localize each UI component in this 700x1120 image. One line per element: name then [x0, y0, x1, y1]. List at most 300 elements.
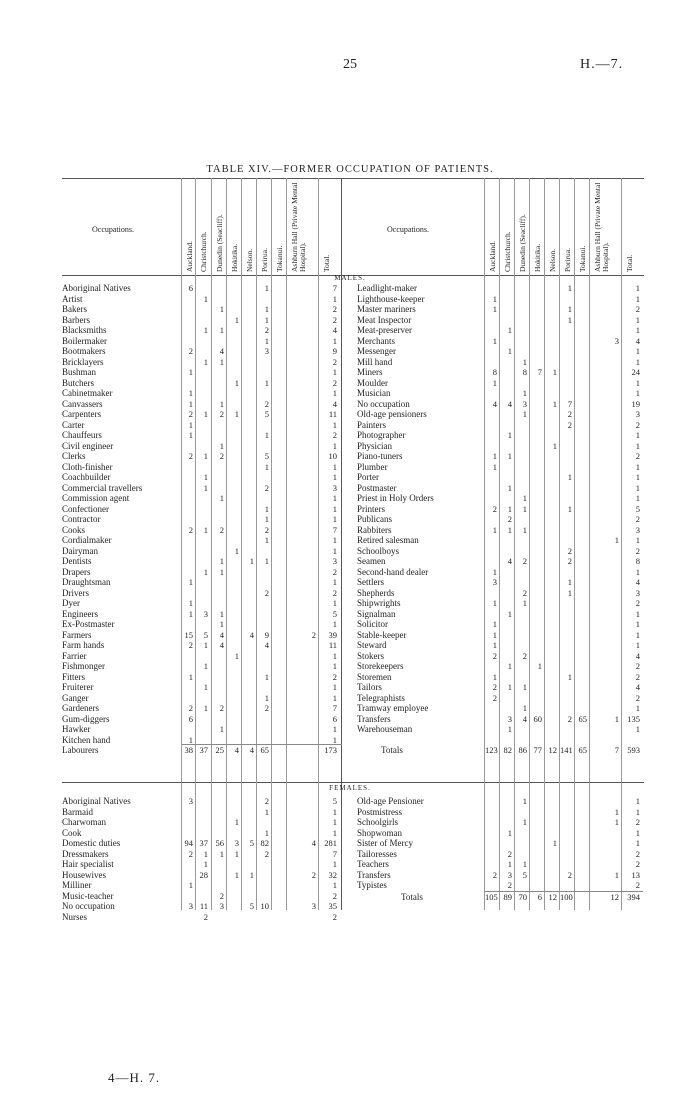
table-cell: 4: [332, 398, 337, 409]
table-cell: 1: [507, 346, 512, 356]
table-cell: 10: [328, 451, 337, 461]
table-cell: 2: [635, 880, 640, 890]
table-cell: 1: [507, 608, 512, 619]
table-cell: 1: [219, 398, 224, 409]
table-cell: 8: [522, 367, 527, 377]
table-cell: 2: [567, 556, 572, 566]
table-cell: 35: [328, 901, 337, 911]
occupation-label: Bakers: [62, 304, 87, 314]
table-cell: 1: [203, 859, 208, 869]
occupation-label: Teachers: [357, 859, 389, 869]
occupation-label: Bricklayers: [62, 356, 104, 367]
occupation-label: No occupation: [357, 398, 410, 409]
occupation-label: Solicitor: [357, 619, 388, 629]
table-cell: 1: [188, 598, 193, 608]
column-divider: [484, 178, 485, 910]
occupation-label: Priest in Holy Orders: [357, 493, 434, 503]
table-cell: 24: [631, 367, 640, 377]
totals-cell: 65: [578, 745, 587, 755]
table-cell: 1: [188, 430, 193, 440]
occupation-label: Clerks: [62, 451, 86, 461]
table-cell: 1: [507, 661, 512, 671]
occupation-label: Butchers: [62, 377, 94, 388]
table-cell: 2: [332, 314, 337, 325]
table-cell: 2: [264, 398, 269, 409]
occupation-label: Engineers: [62, 608, 98, 619]
column-header: Hokitika.: [533, 243, 542, 272]
column-divider: [271, 178, 272, 910]
table-cell: 1: [234, 650, 239, 661]
table-cell: 2: [188, 524, 193, 535]
table-cell: 1: [203, 293, 208, 304]
table-cell: 32: [328, 869, 337, 880]
totals-label: Totals: [381, 745, 403, 755]
totals-cell: 12: [548, 745, 557, 755]
table-cell: 11: [328, 640, 337, 650]
totals-cell: 123: [485, 745, 498, 755]
table-cell: 10: [260, 901, 269, 911]
occupation-label: Artist: [62, 293, 83, 304]
table-cell: 4: [264, 640, 269, 650]
totals-cell: 100: [560, 891, 573, 902]
table-cell: 1: [635, 346, 640, 356]
table-cell: 1: [552, 440, 557, 451]
table-cell: 4: [234, 745, 239, 755]
table-cell: 1: [203, 848, 208, 859]
table-cell: 4: [507, 398, 512, 409]
occupation-label: Leadlight-maker: [357, 283, 417, 293]
table-cell: 4: [249, 745, 254, 755]
table-cell: 4: [507, 556, 512, 566]
occupation-label: Second-hand dealer: [357, 566, 429, 577]
table-cell: 2: [635, 817, 640, 827]
table-cell: 1: [332, 577, 337, 587]
table-cell: 1: [188, 608, 193, 619]
document-reference: H.—7.: [580, 57, 624, 72]
table-cell: 2: [264, 524, 269, 535]
column-header: Christchurch.: [199, 231, 208, 272]
table-cell: 2: [332, 430, 337, 440]
table-cell: 3: [492, 577, 497, 587]
occupation-label: Miners: [357, 367, 383, 377]
table-cell: 2: [264, 587, 269, 598]
table-cell: 2: [332, 911, 337, 922]
table-cell: 1: [264, 503, 269, 514]
occupation-label: Old-age Pensioner: [357, 796, 424, 806]
occupation-label: Canvassers: [62, 398, 103, 409]
table-cell: 2: [635, 419, 640, 430]
column-divider: [241, 178, 242, 910]
table-cell: 281: [324, 838, 337, 848]
table-cell: 1: [522, 493, 527, 503]
table-cell: 1: [507, 827, 512, 838]
table-cell: 1: [188, 577, 193, 587]
table-cell: 2: [492, 503, 497, 514]
table-cell: 1: [567, 587, 572, 598]
column-divider: [195, 178, 196, 910]
table-cell: 1: [332, 827, 337, 838]
column-header: Total.: [625, 254, 634, 272]
occupation-label: Blacksmiths: [62, 325, 107, 335]
table-cell: 2: [567, 419, 572, 430]
occupation-label: Dressmakers: [62, 848, 109, 859]
occupation-label: Stable-keeper: [357, 629, 407, 640]
table-cell: 1: [537, 661, 542, 671]
table-cell: 82: [260, 838, 269, 848]
table-cell: 5: [264, 451, 269, 461]
occupation-label: Retired salesman: [357, 535, 419, 545]
table-cell: 1: [635, 608, 640, 619]
table-cell: 1: [614, 806, 619, 817]
table-cell: 1: [522, 388, 527, 398]
occupation-label: Seamen: [357, 556, 386, 566]
table-cell: 1: [332, 440, 337, 451]
occupation-label: Farrier: [62, 650, 87, 661]
table-rule: [62, 178, 644, 179]
occupation-label: Drapers: [62, 566, 91, 577]
table-cell: 4: [249, 629, 254, 640]
occupation-label: Civil engineer: [62, 440, 114, 451]
table-cell: 1: [567, 671, 572, 682]
column-divider: [286, 178, 287, 910]
column-header: Dunedin (Seacliff).: [215, 214, 224, 272]
column-header: Dunedin (Seacliff).: [518, 214, 527, 272]
table-cell: 1: [219, 356, 224, 367]
occupation-label: Housewives: [62, 869, 106, 880]
table-cell: 7: [332, 283, 337, 293]
table-cell: 1: [635, 430, 640, 440]
table-cell: 1: [522, 524, 527, 535]
table-cell: 1: [219, 325, 224, 335]
table-cell: 3: [311, 901, 316, 911]
occupation-label: Contractor: [62, 514, 101, 524]
table-cell: 2: [311, 869, 316, 880]
table-cell: 1: [492, 629, 497, 640]
table-cell: 1: [635, 482, 640, 493]
table-cell: 4: [635, 335, 640, 346]
occupation-label: Carpenters: [62, 409, 101, 419]
table-cell: 1: [203, 703, 208, 713]
table-cell: 1: [332, 650, 337, 661]
table-cell: 1: [522, 598, 527, 608]
table-cell: 2: [492, 650, 497, 661]
occupation-label: Musician: [357, 388, 391, 398]
table-cell: 5: [332, 796, 337, 806]
table-cell: 1: [332, 493, 337, 503]
occupation-label: Sister of Mercy: [357, 838, 413, 848]
occupation-label: Barbers: [62, 314, 90, 325]
table-cell: 2: [219, 451, 224, 461]
table-cell: 1: [264, 283, 269, 293]
table-cell: 1: [522, 703, 527, 713]
table-cell: 3: [635, 524, 640, 535]
table-cell: 1: [203, 472, 208, 482]
occupation-label: Warehouseman: [357, 724, 413, 734]
table-cell: 1: [332, 503, 337, 514]
table-cell: 1: [332, 535, 337, 545]
occupation-label: Tramway employee: [357, 703, 429, 713]
table-cell: 7: [332, 703, 337, 713]
occupation-label: Shipwrights: [357, 598, 401, 608]
column-header: Christchurch.: [503, 231, 512, 272]
occupation-label: Merchants: [357, 335, 395, 346]
table-cell: 1: [552, 398, 557, 409]
table-cell: 1: [264, 806, 269, 817]
table-cell: 4: [219, 629, 224, 640]
table-cell: 56: [215, 838, 224, 848]
column-header: Porirua.: [260, 248, 269, 272]
occupation-label: Farmers: [62, 629, 92, 640]
table-cell: 1: [332, 388, 337, 398]
occupation-label: Carter: [62, 419, 85, 430]
table-cell: 65: [260, 745, 269, 755]
occupation-label: Schoolboys: [357, 545, 400, 556]
table-cell: 1: [522, 859, 527, 869]
table-cell: 1: [567, 304, 572, 314]
table-cell: 1: [234, 869, 239, 880]
occupation-label: Ex-Postmaster: [62, 619, 115, 629]
occupation-label: Messenger: [357, 346, 396, 356]
occupation-label: No occupation: [62, 901, 115, 911]
table-cell: 7: [332, 848, 337, 859]
table-cell: 1: [332, 293, 337, 304]
table-cell: 1: [264, 671, 269, 682]
totals-cell: 70: [518, 891, 527, 902]
occupation-label: Barmaid: [62, 806, 93, 817]
table-cell: 1: [234, 314, 239, 325]
table-cell: 1: [614, 817, 619, 827]
table-cell: 2: [635, 692, 640, 703]
totals-cell: 141: [560, 745, 573, 755]
table-cell: 2: [264, 848, 269, 859]
table-cell: 1: [332, 461, 337, 472]
occupation-label: Gum-diggers: [62, 713, 110, 724]
table-cell: 1: [203, 640, 208, 650]
table-cell: 1: [188, 880, 193, 890]
table-cell: 2: [332, 356, 337, 367]
occupation-label: Master mariners: [357, 304, 416, 314]
table-cell: 1: [635, 325, 640, 335]
table-cell: 1: [264, 377, 269, 388]
table-cell: 2: [188, 451, 193, 461]
table-cell: 1: [332, 880, 337, 890]
table-cell: 3: [614, 335, 619, 346]
column-header: Total.: [322, 254, 331, 272]
table-cell: 1: [264, 535, 269, 545]
page-number: 25: [343, 57, 357, 72]
occupation-label: Fishmonger: [62, 661, 106, 671]
column-header: Porirua.: [563, 248, 572, 272]
section-heading-females: FEMALES.: [329, 784, 371, 792]
table-cell: 1: [635, 796, 640, 806]
table-cell: 1: [188, 388, 193, 398]
table-cell: 1: [507, 524, 512, 535]
table-cell: 1: [219, 440, 224, 451]
table-cell: 1: [219, 724, 224, 734]
table-cell: 2: [522, 587, 527, 598]
table-cell: 5: [522, 869, 527, 880]
table-cell: 1: [507, 451, 512, 461]
table-cell: 1: [507, 503, 512, 514]
table-cell: 1: [332, 859, 337, 869]
table-cell: 1: [264, 827, 269, 838]
occupation-label: Transfers: [357, 869, 391, 880]
table-cell: 2: [507, 514, 512, 524]
table-cell: 1: [264, 692, 269, 703]
table-cell: 5: [249, 901, 254, 911]
occupation-label: Cooks: [62, 524, 86, 535]
occupation-label: Charwoman: [62, 817, 106, 827]
table-cell: 1: [492, 304, 497, 314]
table-cell: 2: [219, 524, 224, 535]
table-cell: 1: [507, 859, 512, 869]
table-cell: 1: [203, 661, 208, 671]
occupation-label: Milliner: [62, 880, 92, 890]
table-cell: 5: [635, 503, 640, 514]
occupation-label: Hawker: [62, 724, 91, 734]
table-cell: 2: [219, 703, 224, 713]
table-cell: 1: [203, 451, 208, 461]
occupation-label: Coachbuilder: [62, 472, 111, 482]
table-cell: 1: [635, 640, 640, 650]
table-cell: 2: [492, 692, 497, 703]
table-cell: 173: [324, 745, 337, 755]
table-cell: 1: [203, 325, 208, 335]
occupation-label: Mill hand: [357, 356, 393, 367]
column-header: Nelson.: [245, 248, 254, 272]
table-cell: 1: [522, 796, 527, 806]
table-cell: 1: [522, 503, 527, 514]
occupations-heading-left: Occupations.: [92, 225, 134, 234]
totals-cell: 6: [537, 891, 542, 902]
table-cell: 1: [635, 283, 640, 293]
occupation-label: Aboriginal Natives: [62, 796, 131, 806]
totals-cell: 82: [503, 745, 512, 755]
table-cell: 1: [507, 682, 512, 692]
table-cell: 6: [188, 713, 193, 724]
occupation-label: Meat Inspector: [357, 314, 412, 325]
column-divider: [529, 178, 530, 910]
table-cell: 1: [635, 535, 640, 545]
table-cell: 2: [311, 629, 316, 640]
table-cell: 2: [332, 890, 337, 901]
table-cell: 3: [332, 482, 337, 493]
table-cell: 25: [215, 745, 224, 755]
table-cell: 1: [635, 472, 640, 482]
table-cell: 2: [567, 545, 572, 556]
occupation-label: Fruiterer: [62, 682, 94, 692]
table-cell: 1: [332, 734, 337, 745]
table-cell: 1: [522, 817, 527, 827]
table-cell: 13: [631, 869, 640, 880]
table-cell: 11: [328, 409, 337, 419]
table-cell: 1: [188, 419, 193, 430]
column-divider: [226, 178, 227, 910]
occupation-label: Signalman: [357, 608, 396, 619]
table-cell: 4: [332, 325, 337, 335]
column-header: Tokanui.: [275, 245, 284, 272]
occupation-label: Cloth-finisher: [62, 461, 113, 472]
table-cell: 2: [507, 848, 512, 859]
table-cell: 11: [199, 901, 208, 911]
table-cell: 4: [635, 650, 640, 661]
table-cell: 1: [635, 493, 640, 503]
table-cell: 1: [332, 419, 337, 430]
occupation-label: Stokers: [357, 650, 384, 661]
occupation-label: Bushman: [62, 367, 97, 377]
occupation-label: Hair specialist: [62, 859, 114, 869]
totals-cell: 7: [614, 745, 619, 755]
table-cell: 1: [188, 671, 193, 682]
table-cell: 37: [199, 838, 208, 848]
totals-cell: 593: [627, 745, 640, 755]
table-cell: 1: [332, 619, 337, 629]
table-cell: 1: [507, 724, 512, 734]
occupation-label: Photographer: [357, 430, 406, 440]
table-cell: 1: [332, 661, 337, 671]
table-cell: 1: [635, 629, 640, 640]
occupation-label: Painters: [357, 419, 386, 430]
table-cell: 2: [264, 325, 269, 335]
occupation-label: Commercial travellers: [62, 482, 143, 493]
section-heading-males: MALES.: [334, 274, 366, 282]
table-cell: 1: [203, 566, 208, 577]
table-cell: 9: [332, 346, 337, 356]
occupation-label: Confectioner: [62, 503, 109, 514]
table-cell: 1: [635, 293, 640, 304]
occupation-label: Old-age pensioners: [357, 409, 427, 419]
table-cell: 135: [627, 713, 640, 724]
table-cell: 1: [522, 682, 527, 692]
table-cell: 1: [332, 367, 337, 377]
table-cell: 2: [635, 451, 640, 461]
table-cell: 2: [567, 409, 572, 419]
table-cell: 2: [264, 796, 269, 806]
table-cell: 1: [492, 671, 497, 682]
table-cell: 1: [219, 848, 224, 859]
table-cell: 1: [332, 692, 337, 703]
column-header: Tokanui.: [578, 245, 587, 272]
column-divider: [499, 178, 500, 910]
table-cell: 4: [492, 398, 497, 409]
table-cell: 1: [492, 619, 497, 629]
table-rule: [62, 782, 644, 783]
table-cell: 3: [507, 713, 512, 724]
table-cell: 1: [492, 335, 497, 346]
occupation-label: Chauffeurs: [62, 430, 102, 440]
table-cell: 1: [332, 545, 337, 556]
table-cell: 1: [635, 838, 640, 848]
subtotal-rule: [182, 744, 342, 745]
table-cell: 4: [635, 577, 640, 587]
table-cell: 3: [522, 398, 527, 409]
table-cell: 2: [492, 682, 497, 692]
column-header: Auckland.: [488, 240, 497, 272]
table-cell: 4: [635, 682, 640, 692]
occupation-label: Shopwoman: [357, 827, 402, 838]
column-divider: [544, 178, 545, 910]
occupation-label: Labourers: [62, 745, 99, 755]
table-cell: 2: [188, 848, 193, 859]
occupation-label: Ganger: [62, 692, 89, 703]
occupation-label: Moulder: [357, 377, 388, 388]
column-header: Auckland.: [185, 240, 194, 272]
table-cell: 3: [635, 409, 640, 419]
totals-cell: 105: [485, 891, 498, 902]
table-cell: 1: [567, 577, 572, 587]
occupation-label: Plumber: [357, 461, 388, 472]
table-cell: 1: [635, 724, 640, 734]
